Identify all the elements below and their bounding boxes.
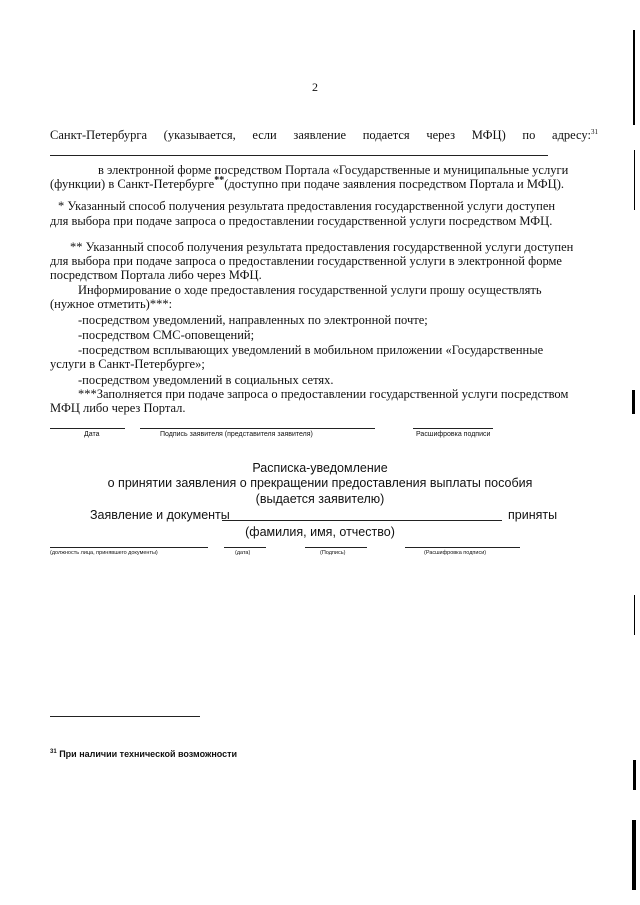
receipt-subtitle: о принятии заявления о прекращении предоставления выплаты пособия [107, 476, 533, 490]
inform-line-1: Информирование о ходе предоставления государственной услуги прошу осуществлять [78, 283, 542, 297]
receipt-sign-caption: (Подпись) [320, 550, 346, 556]
option-sms: -посредством СМС-оповещений; [78, 328, 255, 342]
note1-line-1: * Указанный способ получения результата предоставления государственной услуги доступен [58, 199, 556, 213]
address-word: адресу:$^{31}$ [552, 127, 598, 142]
double-asterisk-mark: ** [214, 174, 225, 186]
address-blank-line [50, 155, 548, 156]
docs-label: Заявление и документы [90, 508, 230, 522]
date-line [50, 428, 125, 429]
receipt-title: Расписка-уведомление [252, 461, 388, 475]
option-social: -посредством уведомлений в социальных сетях. [78, 373, 334, 387]
signature-caption: Подпись заявителя (представителя заявителя) [160, 431, 313, 438]
note2-line-2: для выбора при подаче запроса о предоставлении государственной услуги в электронной форме [50, 254, 562, 268]
decode-line [413, 428, 493, 429]
note2-line-3: посредством Портала либо через МФЦ. [50, 268, 262, 282]
position-caption: (должность лица, принявшего документы) [50, 550, 158, 556]
inform-line-2: (нужное отметить)***: [50, 297, 173, 311]
scan-edge-mark [634, 150, 635, 210]
scan-edge-mark [632, 820, 636, 890]
fio-caption: (фамилия, имя, отчество) [245, 525, 395, 539]
page-number: 2 [312, 80, 318, 94]
note2-line-1: ** Указанный способ получения результата предоставления государственной услуги доступен [70, 240, 574, 254]
footnote-separator [50, 716, 200, 717]
receipt-date-line [224, 547, 266, 548]
scan-edge-mark [632, 390, 635, 414]
option-push-line-2: услуги в Санкт-Петербурге»; [50, 357, 205, 371]
scan-edge-mark [633, 30, 635, 125]
address-word: по [522, 128, 536, 142]
address-word: Санкт-Петербурга [50, 128, 148, 142]
footnote-ref: 31 [590, 127, 598, 136]
receipt-sign-line [305, 547, 367, 548]
note1-line-2: для выбора при подаче запроса о предоставлении государственной услуги посредством МФЦ. [50, 214, 553, 228]
scan-edge-mark [634, 595, 635, 635]
decode-caption: Расшифровка подписи [416, 431, 491, 438]
option-push-line-1: -посредством всплывающих уведомлений в мобильном приложении «Государственные [78, 343, 544, 357]
receipt-date-caption: (дата) [235, 550, 251, 556]
scan-edge-mark [633, 760, 636, 790]
receipt-decode-caption: (Расшифровка подписи) [424, 550, 487, 556]
footnote-text: При наличии технической возможности [59, 749, 238, 759]
address-word: МФЦ) [471, 128, 506, 142]
receipt-issued: (выдается заявителю) [255, 492, 385, 506]
receipt-decode-line [405, 547, 520, 548]
accepted-label: приняты [508, 508, 558, 522]
footnote [50, 749, 237, 759]
address-word: через [426, 128, 456, 142]
position-line [50, 547, 208, 548]
footnote-number: 31 [50, 749, 57, 755]
address-word: заявление [293, 128, 347, 142]
address-word: (указывается, [163, 128, 236, 142]
date-caption: Дата [84, 431, 100, 438]
electronic-line-2: (функции) в Санкт-Петербурге**(доступно при подаче заявления посредством Портала и МФЦ). [50, 174, 565, 191]
address-word: подается [362, 128, 410, 142]
fio-line [222, 520, 502, 521]
address-word: если [252, 128, 277, 142]
signature-line [140, 428, 375, 429]
address-line [50, 128, 598, 142]
note3-line-2: МФЦ либо через Портал. [50, 401, 186, 415]
electronic-line-1: в электронной форме посредством Портала «Государственные и муниципальные услуги [98, 163, 569, 177]
option-email: -посредством уведомлений, направленных по электронной почте; [78, 313, 428, 327]
note3-line-1: ***Заполняется при подаче запроса о предоставлении государственной услуги посредством [78, 387, 569, 401]
